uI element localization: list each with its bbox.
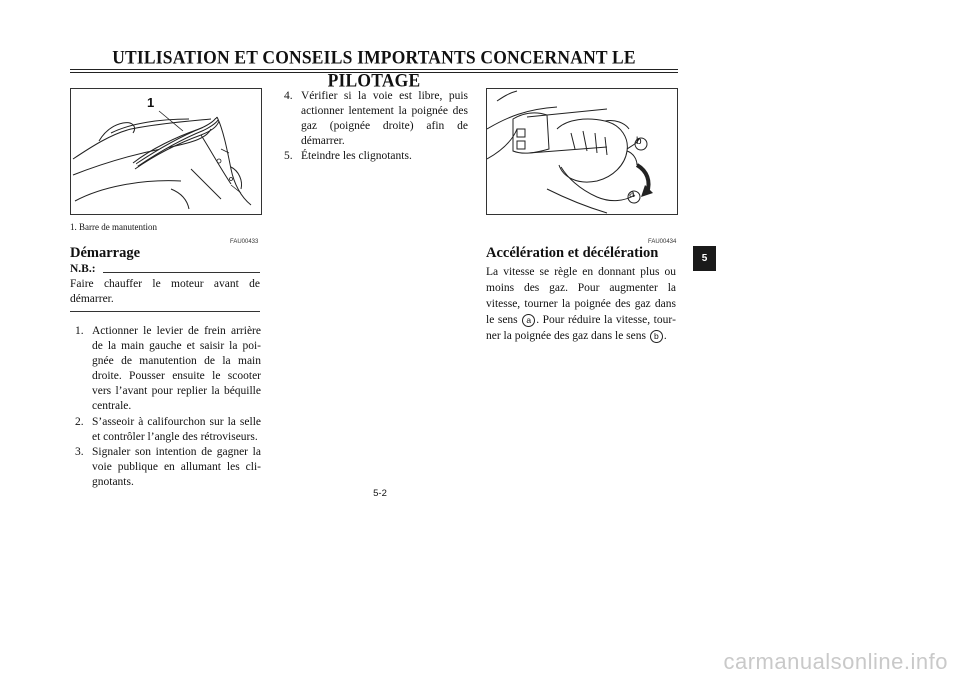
throttle-illustration <box>487 89 677 214</box>
page-number: 5-2 <box>373 488 387 499</box>
section-code: FAU00434 <box>648 239 677 245</box>
chapter-tab: 5 <box>693 246 716 271</box>
section-code: FAU00433 <box>230 239 259 245</box>
label-a: a <box>629 189 635 200</box>
steps-list-left <box>75 324 261 490</box>
nb-label: N.B.: <box>70 263 96 275</box>
callout-1: 1 <box>147 95 155 110</box>
nb-end-rule <box>70 311 260 312</box>
list-item: 4. Vérifier si la voie est libre, puis actionner lentement la poignée des gaz (poignée droite) afin de démarrer. <box>284 90 468 148</box>
figure-grab-bar <box>70 88 262 215</box>
heading-acceleration: Accélération et décélération <box>486 245 659 261</box>
title-rule <box>70 69 678 73</box>
ref-b-symbol: b <box>650 330 663 343</box>
label-b: b <box>636 136 642 147</box>
nb-text: Faire chauffer le moteur avant de démarrer. <box>70 278 260 305</box>
list-item: 3. Signaler son intention de gagner la voie publique en allumant les clignotants. <box>75 445 261 488</box>
footer-watermark: carmanualsonline.info <box>723 649 948 674</box>
list-item: 2. S’asseoir à califourchon sur la selle et contrôler l’angle des rétroviseurs. <box>75 415 261 443</box>
ref-a-symbol: a <box>522 314 535 327</box>
grab-bar-illustration <box>71 89 261 214</box>
nb-rule <box>103 272 260 273</box>
list-item: 1. Actionner le levier de frein arrière de la main gauche et saisir la poignée de manutention de la main droite. Pousser ensuite le scooter vers l’avant pour replier la béquille centrale. <box>75 325 261 413</box>
heading-demarrage: Démarrage <box>70 245 141 261</box>
accel-paragraph: La vitesse se règle en donnant plus ou moins des gaz. Pour augmenter la vitesse, tourner la poignée des gaz dans le sens a . Pour réduire la vitesse, tourner la poignée des gaz dans le sens b . <box>486 266 677 343</box>
figure-throttle <box>486 88 678 215</box>
figure-caption: 1. Barre de manutention <box>70 222 157 232</box>
page-title: UTILISATION ET CONSEILS IMPORTANTS CONCERNANT LE PILOTAGE <box>112 46 636 91</box>
list-item: 5. Éteindre les clignotants. <box>284 150 412 163</box>
steps-list-middle <box>284 89 468 164</box>
